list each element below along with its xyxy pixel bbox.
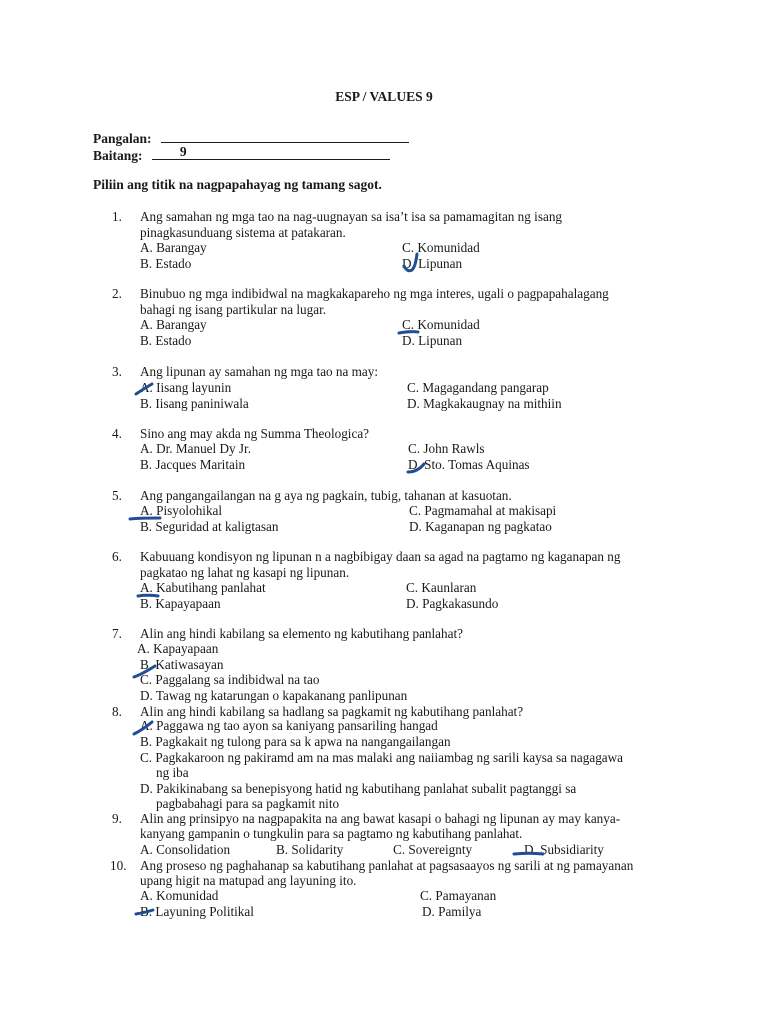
option-a[interactable]: A. Consolidation: [140, 842, 231, 857]
question-stem-line: upang higit na matupad ang layuning ito.: [140, 873, 357, 888]
question-stem: Alin ang prinsipyo na nagpapakita na ang bawat kasapi o bahagi ng lipunan ay may kanya-: [140, 811, 621, 826]
grade-field: [93, 145, 390, 164]
option-a[interactable]: A. Dr. Manuel Dy Jr.: [140, 441, 251, 456]
question-stem-line: kanyang gampanin o tungkulin para sa pagtamo ng kabutihang panlahat.: [140, 826, 523, 841]
option-a[interactable]: A. Kapayapaan: [137, 641, 219, 656]
option-d[interactable]: D. Kaganapan ng pagkatao: [409, 519, 552, 534]
option-c[interactable]: C. Magagandang pangarap: [407, 380, 549, 395]
instructions: Piliin ang titik na nagpapahayag ng tamang sagot.: [93, 177, 382, 192]
option-b[interactable]: B. Jacques Maritain: [140, 457, 246, 472]
option-d[interactable]: D. Subsidiarity: [524, 842, 604, 857]
option-a[interactable]: A. Barangay: [140, 317, 207, 332]
grade-line[interactable]: [152, 145, 390, 160]
option-b[interactable]: B. Iisang paniniwala: [140, 396, 249, 411]
option-c[interactable]: C. Komunidad: [402, 240, 480, 255]
option-d[interactable]: D. Sto. Tomas Aquinas: [408, 457, 530, 472]
option-a[interactable]: A. Barangay: [140, 240, 207, 255]
option-a[interactable]: A. Kabutihang panlahat: [140, 580, 266, 595]
question-stem: Alin ang hindi kabilang sa elemento ng kabutihang panlahat?: [140, 626, 464, 641]
question-number: 7.: [112, 626, 122, 641]
question-number: 8.: [112, 704, 122, 719]
question-stem: Ang pangangailangan na g aya ng pagkain, tubig, tahanan at kasuotan.: [140, 488, 512, 503]
question-number: 3.: [112, 364, 122, 379]
option-a[interactable]: A. Pisyolohikal: [140, 503, 223, 518]
option-c[interactable]: C. Sovereignty: [393, 842, 473, 857]
option-b[interactable]: B. Estado: [140, 333, 192, 348]
option-c[interactable]: C. Pagmamahal at makisapi: [409, 503, 557, 518]
option-c[interactable]: C. John Rawls: [408, 441, 485, 456]
worksheet-title: ESP / VALUES 9: [335, 89, 433, 104]
option-d[interactable]: D. Pamilya: [422, 904, 482, 919]
question-stem: Ang lipunan ay samahan ng mga tao na may:: [140, 364, 379, 379]
option-b[interactable]: B. Kapayapaan: [140, 596, 221, 611]
option-a[interactable]: A. Paggawa ng tao ayon sa kaniyang pansariling hangad: [140, 718, 438, 733]
option-d[interactable]: D. Lipunan: [402, 333, 463, 348]
question-stem: Ang proseso ng paghahanap sa kabutihang panlahat at pagsasaayos ng sarili at ng pamayanan: [140, 858, 634, 873]
question-number: 5.: [112, 488, 122, 503]
question-number: 4.: [112, 426, 122, 441]
option-c[interactable]: C. Kaunlaran: [406, 580, 477, 595]
question-stem-line: pagkatao ng lahat ng kasapi ng lipunan.: [140, 565, 350, 580]
question-stem: Alin ang hindi kabilang sa hadlang sa pagkamit ng kabutihang panlahat?: [140, 704, 524, 719]
option-c[interactable]: C. Paggalang sa indibidwal na tao: [140, 672, 320, 687]
question-number: 10.: [110, 858, 127, 873]
option-d-continued: pagbabahagi para sa pagkamit nito: [156, 796, 340, 811]
option-d[interactable]: D. Magkakaugnay na mithiin: [407, 396, 562, 411]
option-d[interactable]: D. Pagkakasundo: [406, 596, 499, 611]
question-stem: Kabuuang kondisyon ng lipunan n a nagbibigay daan sa agad na pagtamo ng kaganapan ng: [140, 549, 621, 564]
question-stem: Ang samahan ng mga tao na nag-uugnayan sa isa’t isa sa pamamagitan ng isang: [140, 209, 563, 224]
option-c[interactable]: C. Pagkakaroon ng pakiramd am na mas malaki ang naiiambag ng sarili kaysa sa nagagawa: [140, 750, 624, 765]
question-number: 2.: [112, 286, 122, 301]
option-a[interactable]: A. Iisang layunin: [140, 380, 232, 395]
option-b[interactable]: B. Katiwasayan: [140, 657, 224, 672]
option-b[interactable]: B. Pagkakait ng tulong para sa k apwa na nangangailangan: [140, 734, 451, 749]
option-d[interactable]: D. Tawag ng katarungan o kapakanang panlipunan: [140, 688, 408, 703]
option-d[interactable]: D. Lipunan: [402, 256, 463, 271]
question-number: 9.: [112, 811, 122, 826]
question-stem-line: pinagkasunduang sistema at patakaran.: [140, 225, 346, 240]
option-a[interactable]: A. Komunidad: [140, 888, 219, 903]
question-stem: Binubuo ng mga indibidwal na magkakapareho ng mga interes, ugali o pagpapahalagang: [140, 286, 609, 301]
option-b[interactable]: B. Seguridad at kaligtasan: [140, 519, 279, 534]
option-b[interactable]: B. Solidarity: [276, 842, 344, 857]
question-stem-line: bahagi ng isang partikular na lugar.: [140, 302, 327, 317]
grade-value: 9: [179, 144, 187, 159]
option-b[interactable]: B. Layuning Politikal: [140, 904, 254, 919]
option-d[interactable]: D. Pakikinabang sa benepisyong hatid ng kabutihang panlahat subalit pagtanggi sa: [140, 781, 577, 796]
question-number: 1.: [112, 209, 122, 224]
name-label: Pangalan:: [93, 131, 152, 146]
option-b[interactable]: B. Estado: [140, 256, 192, 271]
question-number: 6.: [112, 549, 122, 564]
option-c[interactable]: C. Pamayanan: [420, 888, 497, 903]
grade-label: Baitang:: [93, 148, 143, 163]
question-stem: Sino ang may akda ng Summa Theologica?: [140, 426, 370, 441]
name-line[interactable]: [161, 128, 409, 143]
option-c-continued: ng iba: [156, 765, 189, 780]
option-c[interactable]: C. Komunidad: [402, 317, 480, 332]
